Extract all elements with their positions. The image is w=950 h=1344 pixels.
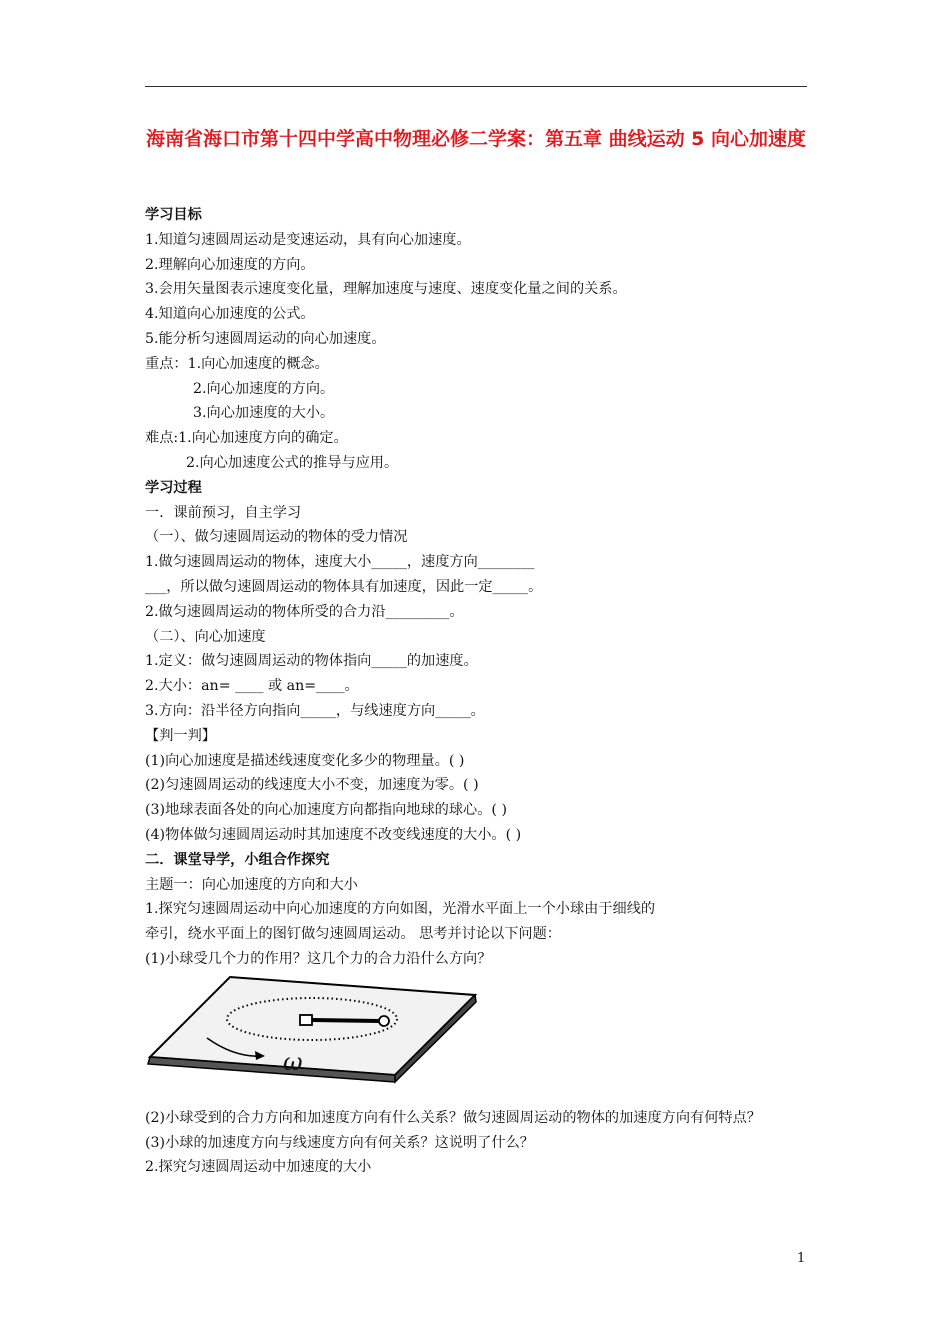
text-line: (3)小球的加速度方向与线速度方向有何关系？这说明了什么？ bbox=[145, 1134, 534, 1151]
header-rule bbox=[145, 86, 807, 87]
text-line: 1.知道匀速圆周运动是变速运动，具有向心加速度。 bbox=[145, 231, 471, 248]
text-line: (4)物体做匀速圆周运动时其加速度不改变线速度的大小。( ) bbox=[145, 826, 522, 843]
text-line: 一．课前预习，自主学习 bbox=[145, 504, 302, 521]
text-line: 2.向心加速度的方向。 bbox=[193, 380, 335, 397]
text-line: 3.向心加速度的大小。 bbox=[193, 405, 335, 422]
text-line: 5.能分析匀速圆周运动的向心加速度。 bbox=[145, 330, 386, 347]
text-line: （二）、向心加速度 bbox=[145, 628, 266, 645]
text-line: 3.方向：沿半径方向指向_____，与线速度方向_____。 bbox=[145, 702, 485, 719]
text-line: 【判一判】 bbox=[145, 727, 216, 744]
text-line: 1.定义：做匀速圆周运动的物体指向_____的加速度。 bbox=[145, 653, 478, 670]
omega-label: ω bbox=[283, 1047, 303, 1076]
text-line: 牵引，绕水平面上的图钉做匀速圆周运动。 思考并讨论以下问题： bbox=[145, 926, 561, 943]
text-line: （一）、做匀速圆周运动的物体的受力情况 bbox=[145, 529, 408, 546]
text-line: (2)小球受到的合力方向和加速度方向有什么关系？做匀速圆周运动的物体的加速度方向有何特点？ bbox=[145, 1109, 761, 1126]
text-line: 2.理解向心加速度的方向。 bbox=[145, 256, 315, 273]
page-number: 1 bbox=[797, 1251, 806, 1266]
text-line: (1)小球受几个力的作用？这几个力的合力沿什么方向？ bbox=[145, 950, 492, 967]
circular-motion-figure bbox=[145, 972, 817, 1096]
text-line: 2.探究匀速圆周运动中加速度的大小 bbox=[145, 1159, 372, 1176]
text-line: 主题一：向心加速度的方向和大小 bbox=[145, 876, 358, 893]
text-line: 1.探究匀速圆周运动中向心加速度的方向如图，光滑水平面上一个小球由于细线的 bbox=[145, 901, 656, 918]
section-heading: 二．课堂导学，小组合作探究 bbox=[145, 851, 330, 868]
text-line: 2.做匀速圆周运动的物体所受的合力沿_________。 bbox=[145, 603, 464, 620]
document-title: 海南省海口市第十四中学高中物理必修二学案：第五章 曲线运动 5 向心加速度 bbox=[145, 128, 807, 150]
text-line: 1.做匀速圆周运动的物体，速度大小_____，速度方向________ bbox=[145, 554, 535, 571]
text-line: 2.大小：an= ____ 或 an=____。 bbox=[145, 678, 359, 695]
text-line: ___，所以做匀速圆周运动的物体具有加速度，因此一定_____。 bbox=[145, 578, 543, 595]
text-line: 重点：1.向心加速度的概念。 bbox=[145, 355, 329, 372]
text-line: (3)地球表面各处的向心加速度方向都指向地球的球心。( ) bbox=[145, 802, 507, 819]
text-line: 2.向心加速度公式的推导与应用。 bbox=[186, 454, 399, 471]
text-line: (1)向心加速度是描述线速度变化多少的物理量。( ) bbox=[145, 752, 465, 769]
text-line: 难点:1.向心加速度方向的确定。 bbox=[145, 430, 348, 447]
section-heading: 学习目标 bbox=[145, 207, 202, 223]
document-body bbox=[145, 203, 817, 1180]
text-line: 3.会用矢量图表示速度变化量，理解加速度与速度、速度变化量之间的关系。 bbox=[145, 281, 627, 298]
text-line: 4.知道向心加速度的公式。 bbox=[145, 306, 315, 323]
text-line: (2)匀速圆周运动的线速度大小不变，加速度为零。( ) bbox=[145, 777, 479, 794]
section-heading: 学习过程 bbox=[145, 479, 202, 496]
